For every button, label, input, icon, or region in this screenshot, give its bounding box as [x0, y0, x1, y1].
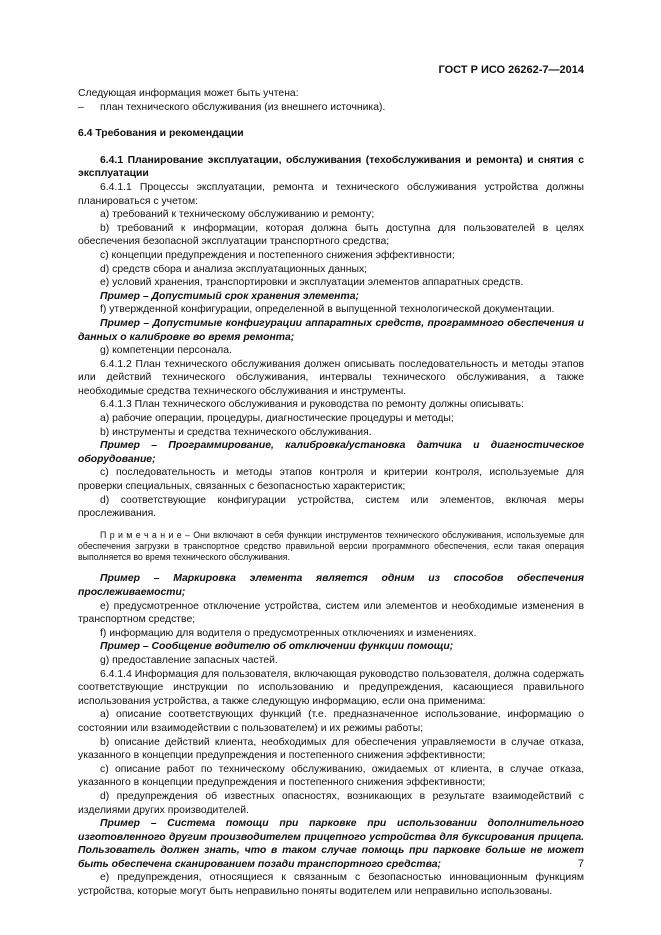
intro-text: Следующая информация может быть учтена: — [78, 88, 299, 99]
list-item: е) условий хранения, транспортировки и эксплуатации элементов аппаратных средств. — [100, 277, 524, 289]
list-item: f) информацию для водителя о предусмотренных отключениях и изменениях. — [100, 627, 477, 639]
paragraph-6-4-1-1: 6.4.1.1 Процессы эксплуатации, ремонта и технического обслуживания устройства должны планироваться с учетом: — [78, 181, 584, 207]
list-item: с) последовательность и методы этапов контроля и критерии контроля, используемые для проверки специальных, связанных с безопасностью характеристик; — [78, 467, 584, 493]
list-item: с) концепции предупреждения и постепенного снижения эффективности; — [100, 249, 455, 261]
intro-list-text: план технического обслуживания (из внешнего источника). — [100, 101, 386, 113]
standard-header: ГОСТ Р ИСО 26262-7—2014 — [438, 64, 584, 76]
list-item: а) описание соответствующих функций (т.е. предназначенное использование, информацию о состоянии или взаимодействии с пользователем) и их режимы работы; — [78, 709, 584, 734]
list-item: g) предоставление запасных частей. — [100, 654, 278, 666]
list-item: g) компетенции персонала. — [100, 345, 232, 357]
paragraph-6-4-1-4: 6.4.1.4 Информация для пользователя, включающая руководство пользователя, должна содержать соответствующие инструкции по использованию и предупреждения, касающиеся правильного использования устройства, а также следующую информацию, если она применима: — [78, 668, 584, 707]
list-item: е) предупреждения, относящиеся к связанным с безопасностью инновационным функциям устройства, которые могут быть неправильно поняты водителем или неправильно использованы. — [78, 872, 584, 898]
list-item: а) рабочие операции, процедуры, диагностические процедуры и методы; — [100, 413, 454, 425]
example-text: Пример – Система помощи при парковке при использовании дополнительного изготовленного другим производителем прицепного устройства для буксирования прицепа. Пользователь должен знать, что в таком случае помощь при парковке больше не может быть обеспечена сканированием позади транспортного средства; — [78, 818, 584, 870]
list-item: b) требований к информации, которая должна быть доступна для пользователей в целях обеспечения безопасной эксплуатации транспортного средства; — [78, 222, 584, 248]
list-item: b) инструменты и средства технического обслуживания. — [100, 426, 372, 438]
list-item: f) утвержденной конфигурации, определенной в выпущенной технологической документации. — [100, 304, 555, 316]
list-item: с) описание работ по техническому обслуживанию, ожидаемых от клиента, в случае отказа, указанного в концепции предупреждения и постепенного снижения эффективности; — [78, 763, 584, 789]
paragraph-6-4-1-3: 6.4.1.3 План технического обслуживания и руководства по ремонту должны описывать: — [100, 399, 524, 411]
list-item: а) требований к техническому обслуживанию и ремонту; — [100, 209, 375, 221]
example-text: Пример – Допустимые конфигурации аппаратных средств, программного обеспечения и данных о калибровке во время ремонта; — [78, 317, 584, 343]
dash-marker: – — [78, 101, 84, 113]
note-text: П р и м е ч а н и е – Они включают в себя функции инструментов технического обслуживания, используемые для обеспечения загрузки в транспортное средство правильной версии программного обеспечения, если такая операция выполняется во время технического обслуживания. — [78, 529, 584, 563]
example-text: Пример – Допустимый срок хранения элемента; — [100, 290, 359, 302]
subsection-heading: 6.4.1 Планирование эксплуатации, обслуживания (техобслуживания и ремонта) и снятия с эксплуатации — [78, 154, 584, 180]
paragraph-6-4-1-2: 6.4.1.2 План технического обслуживания должен описывать последовательность и методы этапов или действий технического обслуживания, интервалы технического обслуживания, а также необходимые средства технического обслуживания и инструменты. — [78, 358, 584, 397]
list-item: b) описание действий клиента, необходимых для обеспечения управляемости в случае отказа, указанного в концепции предупреждения и постепенного снижения эффективности; — [78, 736, 584, 762]
list-item: d) предупреждения об известных опасностях, возникающих в результате взаимодействий с изделиями других производителей. — [78, 790, 584, 816]
intro-list-item — [78, 101, 584, 115]
example-text: Пример – Программирование, калибровка/установка датчика и диагностическое оборудование; — [78, 440, 584, 465]
example-text: Пример – Маркировка элемента является одним из способов обеспечения прослеживаемости; — [78, 573, 584, 599]
page-number: 7 — [577, 858, 584, 870]
example-text: Пример – Сообщение водителю об отключении функции помощи; — [100, 641, 454, 653]
list-item: d) средств сбора и анализа эксплуатационных данных; — [100, 263, 368, 275]
document-body — [78, 87, 584, 899]
section-heading: 6.4 Требования и рекомендации — [78, 128, 244, 140]
list-item: е) предусмотренное отключение устройства, систем или элементов и необходимые изменения в транспортном средстве; — [78, 600, 584, 626]
list-item: d) соответствующие конфигурации устройства, систем или элементов, включая меры прослеживания. — [78, 494, 584, 520]
